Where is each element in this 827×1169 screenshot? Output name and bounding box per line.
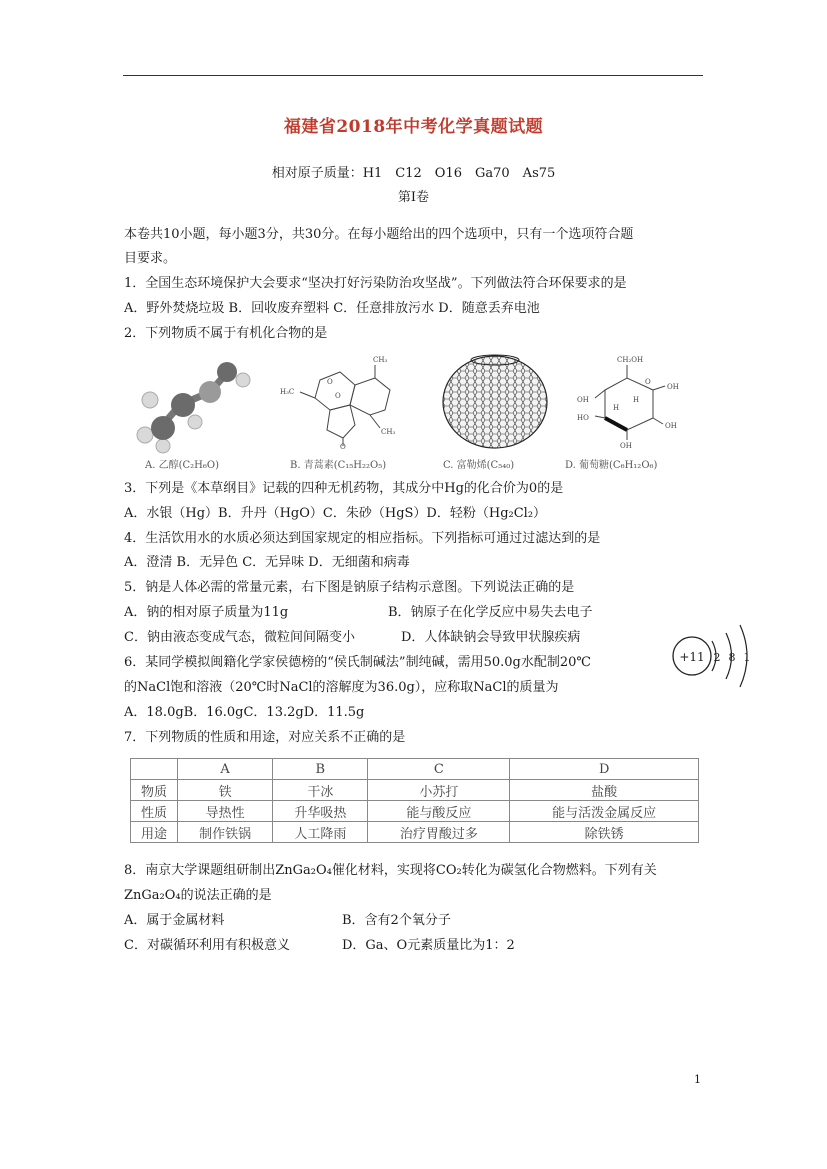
oh-label-2: OH xyxy=(577,396,589,404)
nucleus-charge: +11 xyxy=(679,650,705,664)
q8-stem-1: 8．南京大学课题组研制出ZnGa₂O₄催化材料，实现将CO₂转化为碳氢化合物燃料。下列有关 xyxy=(124,863,657,878)
q5-option-c: C．钠由液态变成气态，微粒间间隔变小 xyxy=(124,630,355,645)
q8-option-d: D．Ga、O元素质量比为1：2 xyxy=(342,938,515,953)
ho-label: HO xyxy=(577,414,589,422)
atomic-mass-line: 相对原子质量：H1 C12 O16 Ga70 As75 xyxy=(271,166,556,181)
q6-options: A．18.0gB．16.0gC．13.2gD．11.5g xyxy=(124,705,365,720)
table-cell: A xyxy=(178,759,273,780)
ch3-label-top: CH₃ xyxy=(373,356,388,364)
q5-stem: 5．钠是人体必需的常量元素，右下图是钠原子结构示意图。下列说法正确的是 xyxy=(124,580,575,595)
q4-options: A．澄清 B．无异色 C．无异味 D．无细菌和病毒 xyxy=(124,555,410,570)
glucose-figure xyxy=(565,350,705,475)
q2-figures xyxy=(125,350,705,475)
q5-option-a: A．钠的相对原子质量为11g xyxy=(124,605,289,620)
page-number: 1 xyxy=(694,1073,701,1086)
q2-stem: 2．下列物质不属于有机化合物的是 xyxy=(124,326,328,341)
table-cell: 盐酸 xyxy=(510,780,699,801)
table-cell: 升华吸热 xyxy=(273,801,368,822)
table-cell: 治疗胃酸过多 xyxy=(368,822,510,843)
o-label-1: O xyxy=(327,378,333,386)
table-cell: B xyxy=(273,759,368,780)
ch2oh-label: CH₂OH xyxy=(617,356,644,364)
q1-stem: 1．全国生态环境保护大会要求“坚决打好污染防治攻坚战”。下列做法符合环保要求的是 xyxy=(124,276,627,291)
artemisinin-figure xyxy=(275,350,415,475)
table-cell: 铁 xyxy=(178,780,273,801)
table-row xyxy=(131,759,699,780)
table-cell: 物质 xyxy=(131,780,178,801)
caption-a: A. 乙醇(C₂H₆O) xyxy=(145,460,219,471)
fullerene-figure xyxy=(435,350,555,475)
q7-table xyxy=(130,758,699,843)
shell-1-count: 2 xyxy=(713,651,721,664)
q5-option-b: B．钠原子在化学反应中易失去电子 xyxy=(388,605,593,620)
q3-options: A．水银（Hg）B．升丹（HgO）C．朱砂（HgS）D．轻粉（Hg₂Cl₂） xyxy=(124,506,547,521)
ring-o-label: O xyxy=(645,378,651,386)
q5-option-d: D．人体缺钠会导致甲状腺疾病 xyxy=(401,630,581,645)
caption-b: B. 青蒿素(C₁₅H₂₂O₅) xyxy=(290,460,387,471)
table-cell: 人工降雨 xyxy=(273,822,368,843)
table-cell: 干冰 xyxy=(273,780,368,801)
q6-stem-1: 6．某同学模拟闽籍化学家侯德榜的“侯氏制碱法”制纯碱，需用50.0g水配制20℃ xyxy=(124,655,591,670)
q8-option-c: C．对碳循环利用有积极意义 xyxy=(124,938,290,953)
q8-option-a: A．属于金属材料 xyxy=(124,913,225,928)
shell-3-count: 1 xyxy=(743,651,751,664)
q1-options: A．野外焚烧垃圾 B．回收废弃塑料 C．任意排放污水 D．随意丢弃电池 xyxy=(124,301,540,316)
h-label-1: H xyxy=(633,396,640,404)
page-title: 福建省2018年中考化学真题试题 xyxy=(283,117,544,137)
table-cell: 用途 xyxy=(131,822,178,843)
h-label-2: H xyxy=(613,404,620,412)
q8-stem-2: ZnGa₂O₄的说法正确的是 xyxy=(124,888,272,903)
table-cell: 小苏打 xyxy=(368,780,510,801)
volume-label: 第Ⅰ卷 xyxy=(397,190,430,205)
table-cell: 能与酸反应 xyxy=(368,801,510,822)
q4-stem: 4．生活饮用水的水质必须达到国家规定的相应指标。下列指标可通过过滤达到的是 xyxy=(124,531,601,546)
q7-stem: 7．下列物质的性质和用途，对应关系不正确的是 xyxy=(124,730,406,745)
ethanol-model xyxy=(125,350,255,455)
table-row xyxy=(131,780,699,801)
table-cell: 能与活泼金属反应 xyxy=(510,801,699,822)
o-label-3: O xyxy=(340,443,346,450)
o-label-2: O xyxy=(335,392,341,400)
table-cell: 除铁锈 xyxy=(510,822,699,843)
h3c-label: H₃C xyxy=(280,388,295,396)
table-row xyxy=(131,822,699,843)
oh-label-1: OH xyxy=(667,383,679,391)
table-cell xyxy=(131,759,178,780)
ethanol-figure xyxy=(125,350,255,475)
oh-label-3: OH xyxy=(665,422,677,430)
oh-label-4: OH xyxy=(620,442,632,450)
sodium-atom-diagram xyxy=(668,617,766,695)
glucose-structure xyxy=(565,350,705,450)
table-cell: 性质 xyxy=(131,801,178,822)
q8-option-b: B．含有2个氧分子 xyxy=(342,913,451,928)
table-cell: 制作铁锅 xyxy=(178,822,273,843)
q3-stem: 3．下列是《本草纲目》记载的四种无机药物，其成分中Hg的化合价为0的是 xyxy=(124,481,564,496)
header-rule xyxy=(123,75,703,76)
artemisinin-structure xyxy=(275,350,415,450)
table-cell: D xyxy=(510,759,699,780)
intro-line-2: 目要求。 xyxy=(124,251,177,266)
intro-line-1: 本卷共10小题，每小题3分，共30分。在每小题给出的四个选项中，只有一个选项符合题 xyxy=(124,227,634,242)
caption-c: C. 富勒烯(C₅₄₀) xyxy=(443,460,515,471)
table-cell: 导热性 xyxy=(178,801,273,822)
caption-d: D. 葡萄糖(C₆H₁₂O₆) xyxy=(565,460,658,471)
shell-2-count: 8 xyxy=(728,651,736,664)
table-cell: C xyxy=(368,759,510,780)
ch3-label-bottom: CH₃ xyxy=(381,428,396,436)
q6-stem-2: 的NaCl饱和溶液（20℃时NaCl的溶解度为36.0g），应称取NaCl的质量为 xyxy=(124,680,559,695)
fullerene-cage xyxy=(435,350,555,450)
table-row xyxy=(131,801,699,822)
